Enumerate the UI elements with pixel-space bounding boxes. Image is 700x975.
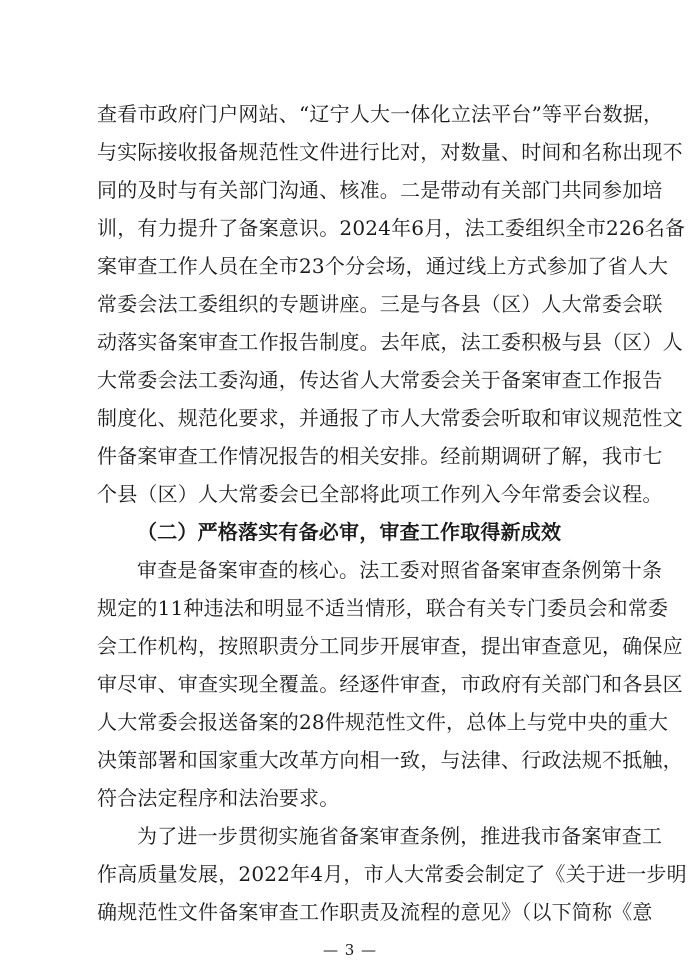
- paragraph-line: 案审查工作人员在全市23个分会场，通过线上方式参加了省人大: [97, 254, 669, 278]
- paragraph-line: 与实际接收报备规范性文件进行比对，对数量、时间和名称出现不: [97, 140, 683, 164]
- paragraph-line: 大常委会法工委沟通，传达省人大常委会关于备案审查工作报告: [97, 368, 663, 392]
- page-number: — 3 —: [322, 941, 378, 959]
- paragraph-line: 人大常委会报送备案的28件规范性文件，总体上与党中央的重大: [97, 710, 669, 734]
- paragraph-line: 决策部署和国家重大改革方向相一致，与法律、行政法规不抵触，: [97, 748, 683, 772]
- paragraph-line: 规定的11种违法和明显不适当情形，联合有关专门委员会和常委: [97, 596, 669, 620]
- paragraph-line: 训，有力提升了备案意识。2024年6月，法工委组织全市226名备: [97, 216, 686, 240]
- paragraph-line: 同的及时与有关部门沟通、核准。二是带动有关部门共同参加培: [97, 178, 663, 202]
- paragraph-line: 审尽审、审查实现全覆盖。经逐件审查，市政府有关部门和各县区: [97, 672, 683, 696]
- paragraph-line: 确规范性文件备案审查工作职责及流程的意见》（以下简称《意: [97, 900, 653, 924]
- paragraph-line: 查看市政府门户网站、“辽宁人大一体化立法平台”等平台数据，: [97, 102, 664, 126]
- paragraph-line: 作高质量发展，2022年4月，市人大常委会制定了《关于进一步明: [97, 862, 687, 886]
- paragraph-line: 审查是备案审查的核心。法工委对照省备案审查条例第十条: [137, 558, 663, 582]
- paragraph-line: 个县（区）人大常委会已全部将此项工作列入今年常委会议程。: [97, 482, 663, 506]
- paragraph-line: 制度化、规范化要求，并通报了市人大常委会听取和审议规范性文: [97, 406, 683, 430]
- paragraph-line: 为了进一步贯彻实施省备案审查条例，推进我市备案审查工: [137, 824, 663, 848]
- section-heading: （二）严格落实有备必审，审查工作取得新成效: [137, 520, 562, 544]
- paragraph-line: 常委会法工委组织的专题讲座。三是与各县（区）人大常委会联: [97, 292, 663, 316]
- paragraph-line: 动落实备案审查工作报告制度。去年底，法工委积极与县（区）人: [97, 330, 683, 354]
- paragraph-line: 符合法定程序和法治要求。: [97, 786, 340, 810]
- paragraph-line: 会工作机构，按照职责分工同步开展审查，提出审查意见，确保应: [97, 634, 683, 658]
- paragraph-line: 件备案审查工作情况报告的相关安排。经前期调研了解，我市七: [97, 444, 663, 468]
